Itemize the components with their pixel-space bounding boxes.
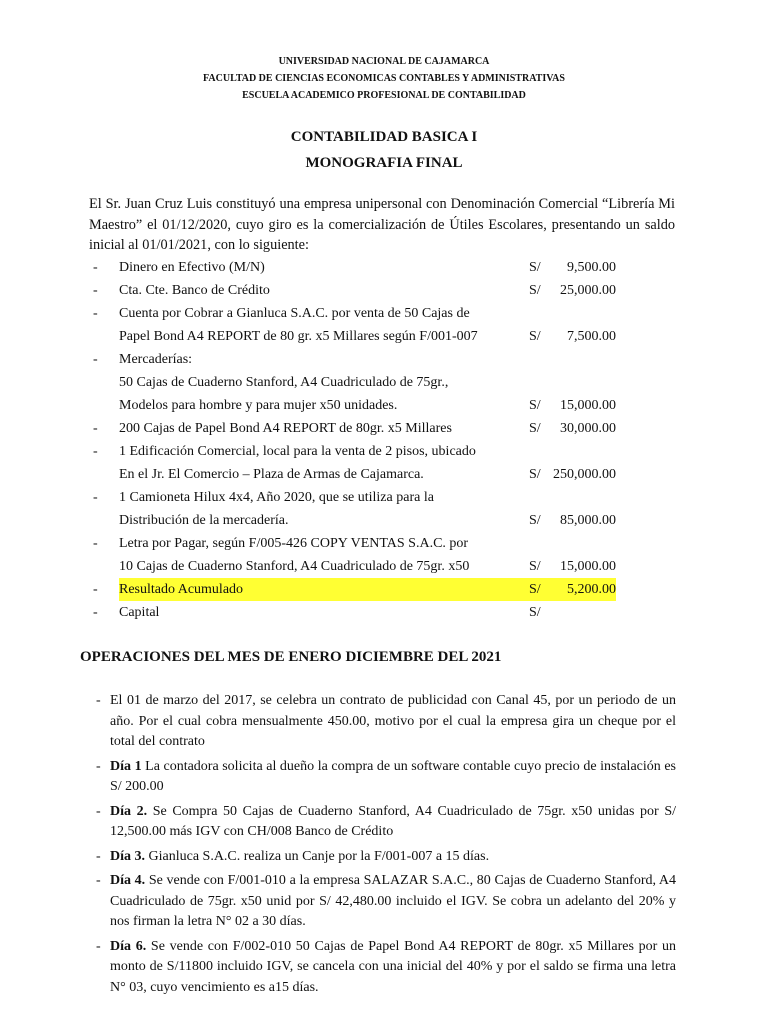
operation-day-label: Día 3. — [110, 848, 145, 864]
faculty-name: FACULTAD DE CIENCIAS ECONOMICAS CONTABLES Y ADMINISTRATIVAS — [203, 73, 565, 84]
description-line: Papel Bond A4 REPORT de 80 gr. x5 Millares según F/001-007 — [119, 329, 478, 344]
operation-item — [0, 847, 768, 868]
balance-item-description — [119, 532, 527, 578]
operation-day-label: Día 2. — [110, 803, 148, 819]
balance-amount: 9,500.00 — [567, 260, 616, 275]
list-dash: - — [93, 260, 98, 275]
balance-amount: 7,500.00 — [567, 329, 616, 344]
currency-symbol: S/ — [529, 329, 541, 344]
currency-symbol: S/ — [529, 513, 541, 528]
operation-text — [110, 802, 676, 843]
currency-symbol: S/ — [529, 605, 541, 620]
list-dash: - — [93, 605, 98, 620]
description-line: Modelos para hombre y para mujer x50 unidades. — [119, 398, 398, 413]
monograph-title: MONOGRAFIA FINAL — [305, 155, 463, 171]
operation-text — [110, 691, 676, 753]
balance-item-description — [119, 601, 527, 624]
balance-amount: 5,200.00 — [567, 582, 616, 597]
opening-balance-list — [0, 256, 768, 624]
operation-item — [0, 871, 768, 933]
institution-header — [0, 53, 768, 104]
operation-item — [0, 757, 768, 798]
currency-symbol: S/ — [529, 260, 541, 275]
description-line: Capital — [119, 605, 160, 620]
balance-amount: 30,000.00 — [560, 421, 616, 436]
document-title — [0, 124, 768, 176]
balance-item — [0, 601, 768, 624]
operation-description: Se Compra 50 Cajas de Cuaderno Stanford, A4 Cuadriculado de 75gr. x50 unidas por S/ 12,500.00 más IGV con CH/008 Banco de Crédito — [110, 803, 676, 839]
school-name: ESCUELA ACADEMICO PROFESIONAL DE CONTABILIDAD — [242, 90, 526, 101]
operation-description: Gianluca S.A.C. realiza un Canje por la F/001-007 a 15 días. — [145, 848, 490, 864]
course-title: CONTABILIDAD BASICA I — [290, 129, 478, 145]
list-dash: - — [96, 938, 101, 954]
description-line: 10 Cajas de Cuaderno Stanford, A4 Cuadriculado de 75gr. x50 — [119, 559, 470, 574]
balance-item — [0, 578, 768, 601]
operations-list — [0, 691, 768, 1002]
balance-item — [0, 486, 768, 532]
operation-description: Se vende con F/002-010 50 Cajas de Papel Bond A4 REPORT de 80gr. x5 Millares por un monto de S/11800 incluido IGV, se cancela con una inicial del 40% y por el saldo se firma una letra N° 03, cuyo vencimiento es a15 días. — [110, 938, 676, 995]
balance-amount: 15,000.00 — [560, 398, 616, 413]
balance-amount: 25,000.00 — [560, 283, 616, 298]
university-name: UNIVERSIDAD NACIONAL DE CAJAMARCA — [278, 56, 490, 67]
currency-symbol: S/ — [529, 582, 541, 597]
list-dash: - — [93, 283, 98, 298]
list-dash: - — [93, 352, 98, 367]
list-dash: - — [93, 536, 98, 551]
balance-item — [0, 440, 768, 486]
operations-heading: OPERACIONES DEL MES DE ENERO DICIEMBRE DEL 2021 — [80, 649, 502, 665]
list-dash: - — [93, 421, 98, 436]
description-line: Distribución de la mercadería. — [119, 513, 289, 528]
description-line: Resultado Acumulado — [119, 582, 244, 597]
description-line: 200 Cajas de Papel Bond A4 REPORT de 80gr. x5 Millares — [119, 421, 452, 436]
currency-symbol: S/ — [529, 421, 541, 436]
balance-item-description — [119, 486, 527, 532]
list-dash: - — [96, 693, 101, 708]
description-line: 1 Edificación Comercial, local para la venta de 2 pisos, ubicado — [119, 444, 476, 459]
balance-item-description — [119, 256, 527, 279]
balance-item-description — [119, 348, 527, 417]
description-line: 1 Camioneta Hilux 4x4, Año 2020, que se utiliza para la — [119, 490, 434, 505]
balance-item-description — [119, 578, 527, 601]
operation-description: El 01 de marzo del 2017, se celebra un contrato de publicidad con Canal 45, por un periodo de un año. Por el cual cobra mensualmente 450.00, motivo por el cual la empresa gira un cheque por el total del contrato — [110, 693, 676, 749]
operation-item — [0, 691, 768, 753]
operation-text — [110, 757, 676, 798]
list-dash: - — [93, 306, 98, 321]
balance-item-description — [119, 279, 527, 302]
operation-text — [110, 871, 676, 933]
list-dash: - — [93, 490, 98, 505]
balance-item-description — [119, 417, 527, 440]
list-dash: - — [93, 444, 98, 459]
operation-day-label: Día 6. — [110, 938, 147, 954]
description-line: Mercaderías: — [119, 352, 193, 367]
operation-item — [0, 802, 768, 843]
operation-day-label: Día 1 — [110, 758, 142, 774]
balance-item — [0, 279, 768, 302]
description-line: En el Jr. El Comercio – Plaza de Armas de Cajamarca. — [119, 467, 424, 482]
description-line: Letra por Pagar, según F/005-426 COPY VENTAS S.A.C. por — [119, 536, 469, 551]
currency-symbol: S/ — [529, 467, 541, 482]
operation-day-label: Día 4. — [110, 873, 146, 888]
description-line: 50 Cajas de Cuaderno Stanford, A4 Cuadriculado de 75gr., — [119, 375, 449, 390]
description-line: Cta. Cte. Banco de Crédito — [119, 283, 270, 298]
balance-amount: 15,000.00 — [560, 559, 616, 574]
currency-symbol: S/ — [529, 398, 541, 413]
list-dash: - — [96, 848, 101, 864]
balance-item — [0, 302, 768, 348]
list-dash: - — [96, 758, 101, 774]
description-line: Dinero en Efectivo (M/N) — [119, 260, 265, 275]
balance-item — [0, 348, 768, 417]
balance-item — [0, 256, 768, 279]
operation-description: Se vende con F/001-010 a la empresa SALAZAR S.A.C., 80 Cajas de Cuaderno Stanford, A4 Cuadriculado de 75gr. x50 unid por S/ 42,480.00 incluido el IGV. Se cobra un adelanto del 20% y nos firman la letra N° 02 a 30 días. — [110, 873, 676, 929]
operation-item — [0, 937, 768, 999]
balance-item — [0, 417, 768, 440]
operation-text — [110, 937, 676, 999]
currency-symbol: S/ — [529, 283, 541, 298]
balance-item-description — [119, 302, 527, 348]
intro-paragraph: El Sr. Juan Cruz Luis constituyó una empresa unipersonal con Denominación Comercial “Librería Mi Maestro” el 01/12/2020, cuyo giro es la comercialización de Útiles Escolares, presentando un saldo inicial al 01/01/2021, con lo siguiente: — [89, 196, 675, 253]
description-line: Cuenta por Cobrar a Gianluca S.A.C. por venta de 50 Cajas de — [119, 306, 470, 321]
currency-symbol: S/ — [529, 559, 541, 574]
balance-amount: 85,000.00 — [560, 513, 616, 528]
balance-item-description — [119, 440, 527, 486]
operation-text — [110, 847, 676, 868]
list-dash: - — [93, 582, 98, 597]
operation-description: La contadora solicita al dueño la compra de un software contable cuyo precio de instalación es S/ 200.00 — [110, 758, 676, 794]
balance-item — [0, 532, 768, 578]
list-dash: - — [96, 873, 101, 888]
list-dash: - — [96, 803, 101, 819]
balance-amount: 250,000.00 — [553, 467, 616, 482]
